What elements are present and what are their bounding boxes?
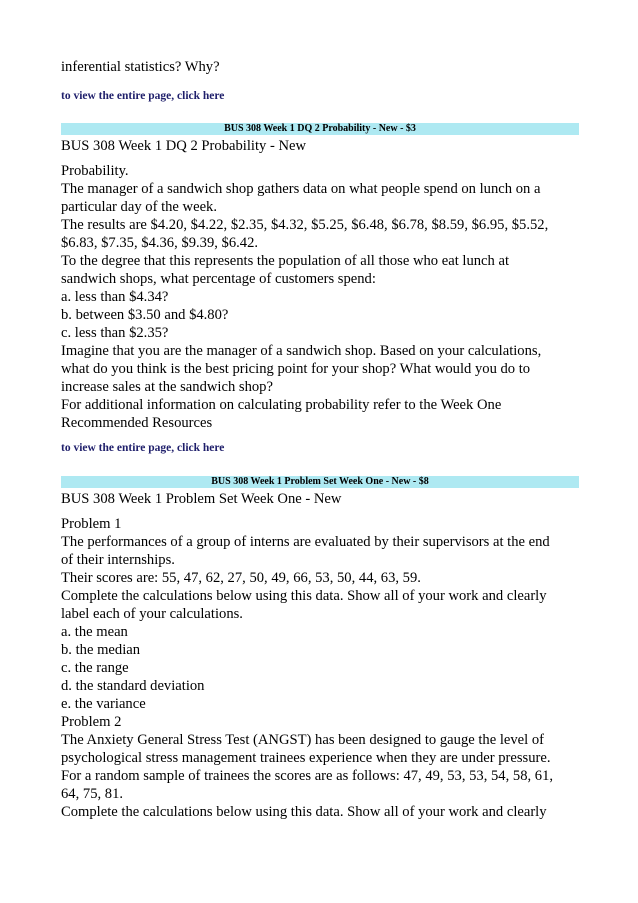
- body-line: For a random sample of trainees the scores are as follows: 47, 49, 53, 53, 54, 58, 61,: [61, 768, 554, 784]
- body-line: a. less than $4.34?: [61, 289, 169, 305]
- body-line: 64, 75, 81.: [61, 786, 124, 802]
- body-line: particular day of the week.: [61, 199, 217, 215]
- body-line: a. the mean: [61, 624, 128, 640]
- body-line: b. the median: [61, 642, 141, 658]
- view-page-link-2[interactable]: to view the entire page, click here: [61, 442, 225, 454]
- body-line: For additional information on calculating probability refer to the Week One: [61, 397, 502, 413]
- body-line: b. between $3.50 and $4.80?: [61, 307, 229, 323]
- body-line: $6.83, $7.35, $4.36, $9.39, $6.42.: [61, 235, 259, 251]
- body-line: c. the range: [61, 660, 129, 676]
- section1-body: [61, 162, 579, 432]
- body-line: sandwich shops, what percentage of customers spend:: [61, 271, 376, 287]
- body-line: The performances of a group of interns are evaluated by their supervisors at the end: [61, 534, 550, 550]
- body-line: e. the variance: [61, 696, 146, 712]
- body-line: Complete the calculations below using this data. Show all of your work and clearly: [61, 804, 547, 820]
- body-line: To the degree that this represents the population of all those who eat lunch at: [61, 253, 510, 269]
- body-line: Problem 2: [61, 714, 122, 730]
- body-line: Recommended Resources: [61, 415, 213, 431]
- body-line: increase sales at the sandwich shop?: [61, 379, 273, 395]
- body-line: label each of your calculations.: [61, 606, 243, 622]
- page-content: [61, 58, 579, 821]
- section2-title: BUS 308 Week 1 Problem Set Week One - New: [61, 491, 342, 507]
- body-line: Imagine that you are the manager of a sandwich shop. Based on your calculations,: [61, 343, 542, 359]
- section1-title: BUS 308 Week 1 DQ 2 Probability - New: [61, 138, 307, 154]
- body-line: c. less than $2.35?: [61, 325, 169, 341]
- body-line: Problem 1: [61, 516, 122, 532]
- body-line: The Anxiety General Stress Test (ANGST) has been designed to gauge the level of: [61, 732, 545, 748]
- section1-banner: BUS 308 Week 1 DQ 2 Probability - New - $3: [61, 123, 579, 135]
- body-line: d. the standard deviation: [61, 678, 205, 694]
- view-page-link-1[interactable]: to view the entire page, click here: [61, 90, 225, 102]
- body-line: The results are $4.20, $4.22, $2.35, $4.32, $5.25, $6.48, $6.78, $8.59, $6.95, $5.52,: [61, 217, 549, 233]
- intro-line: inferential statistics? Why?: [61, 59, 220, 75]
- body-line: Complete the calculations below using this data. Show all of your work and clearly: [61, 588, 547, 604]
- body-line: Their scores are: 55, 47, 62, 27, 50, 49, 66, 53, 50, 44, 63, 59.: [61, 570, 421, 586]
- body-line: The manager of a sandwich shop gathers data on what people spend on lunch on a: [61, 181, 541, 197]
- body-line: of their internships.: [61, 552, 175, 568]
- section2-body: [61, 515, 579, 821]
- body-line: Probability.: [61, 163, 129, 179]
- body-line: psychological stress management trainees experience when they are under pressure.: [61, 750, 551, 766]
- body-line: what do you think is the best pricing point for your shop? What would you do to: [61, 361, 531, 377]
- section2-banner: BUS 308 Week 1 Problem Set Week One - New - $8: [61, 476, 579, 488]
